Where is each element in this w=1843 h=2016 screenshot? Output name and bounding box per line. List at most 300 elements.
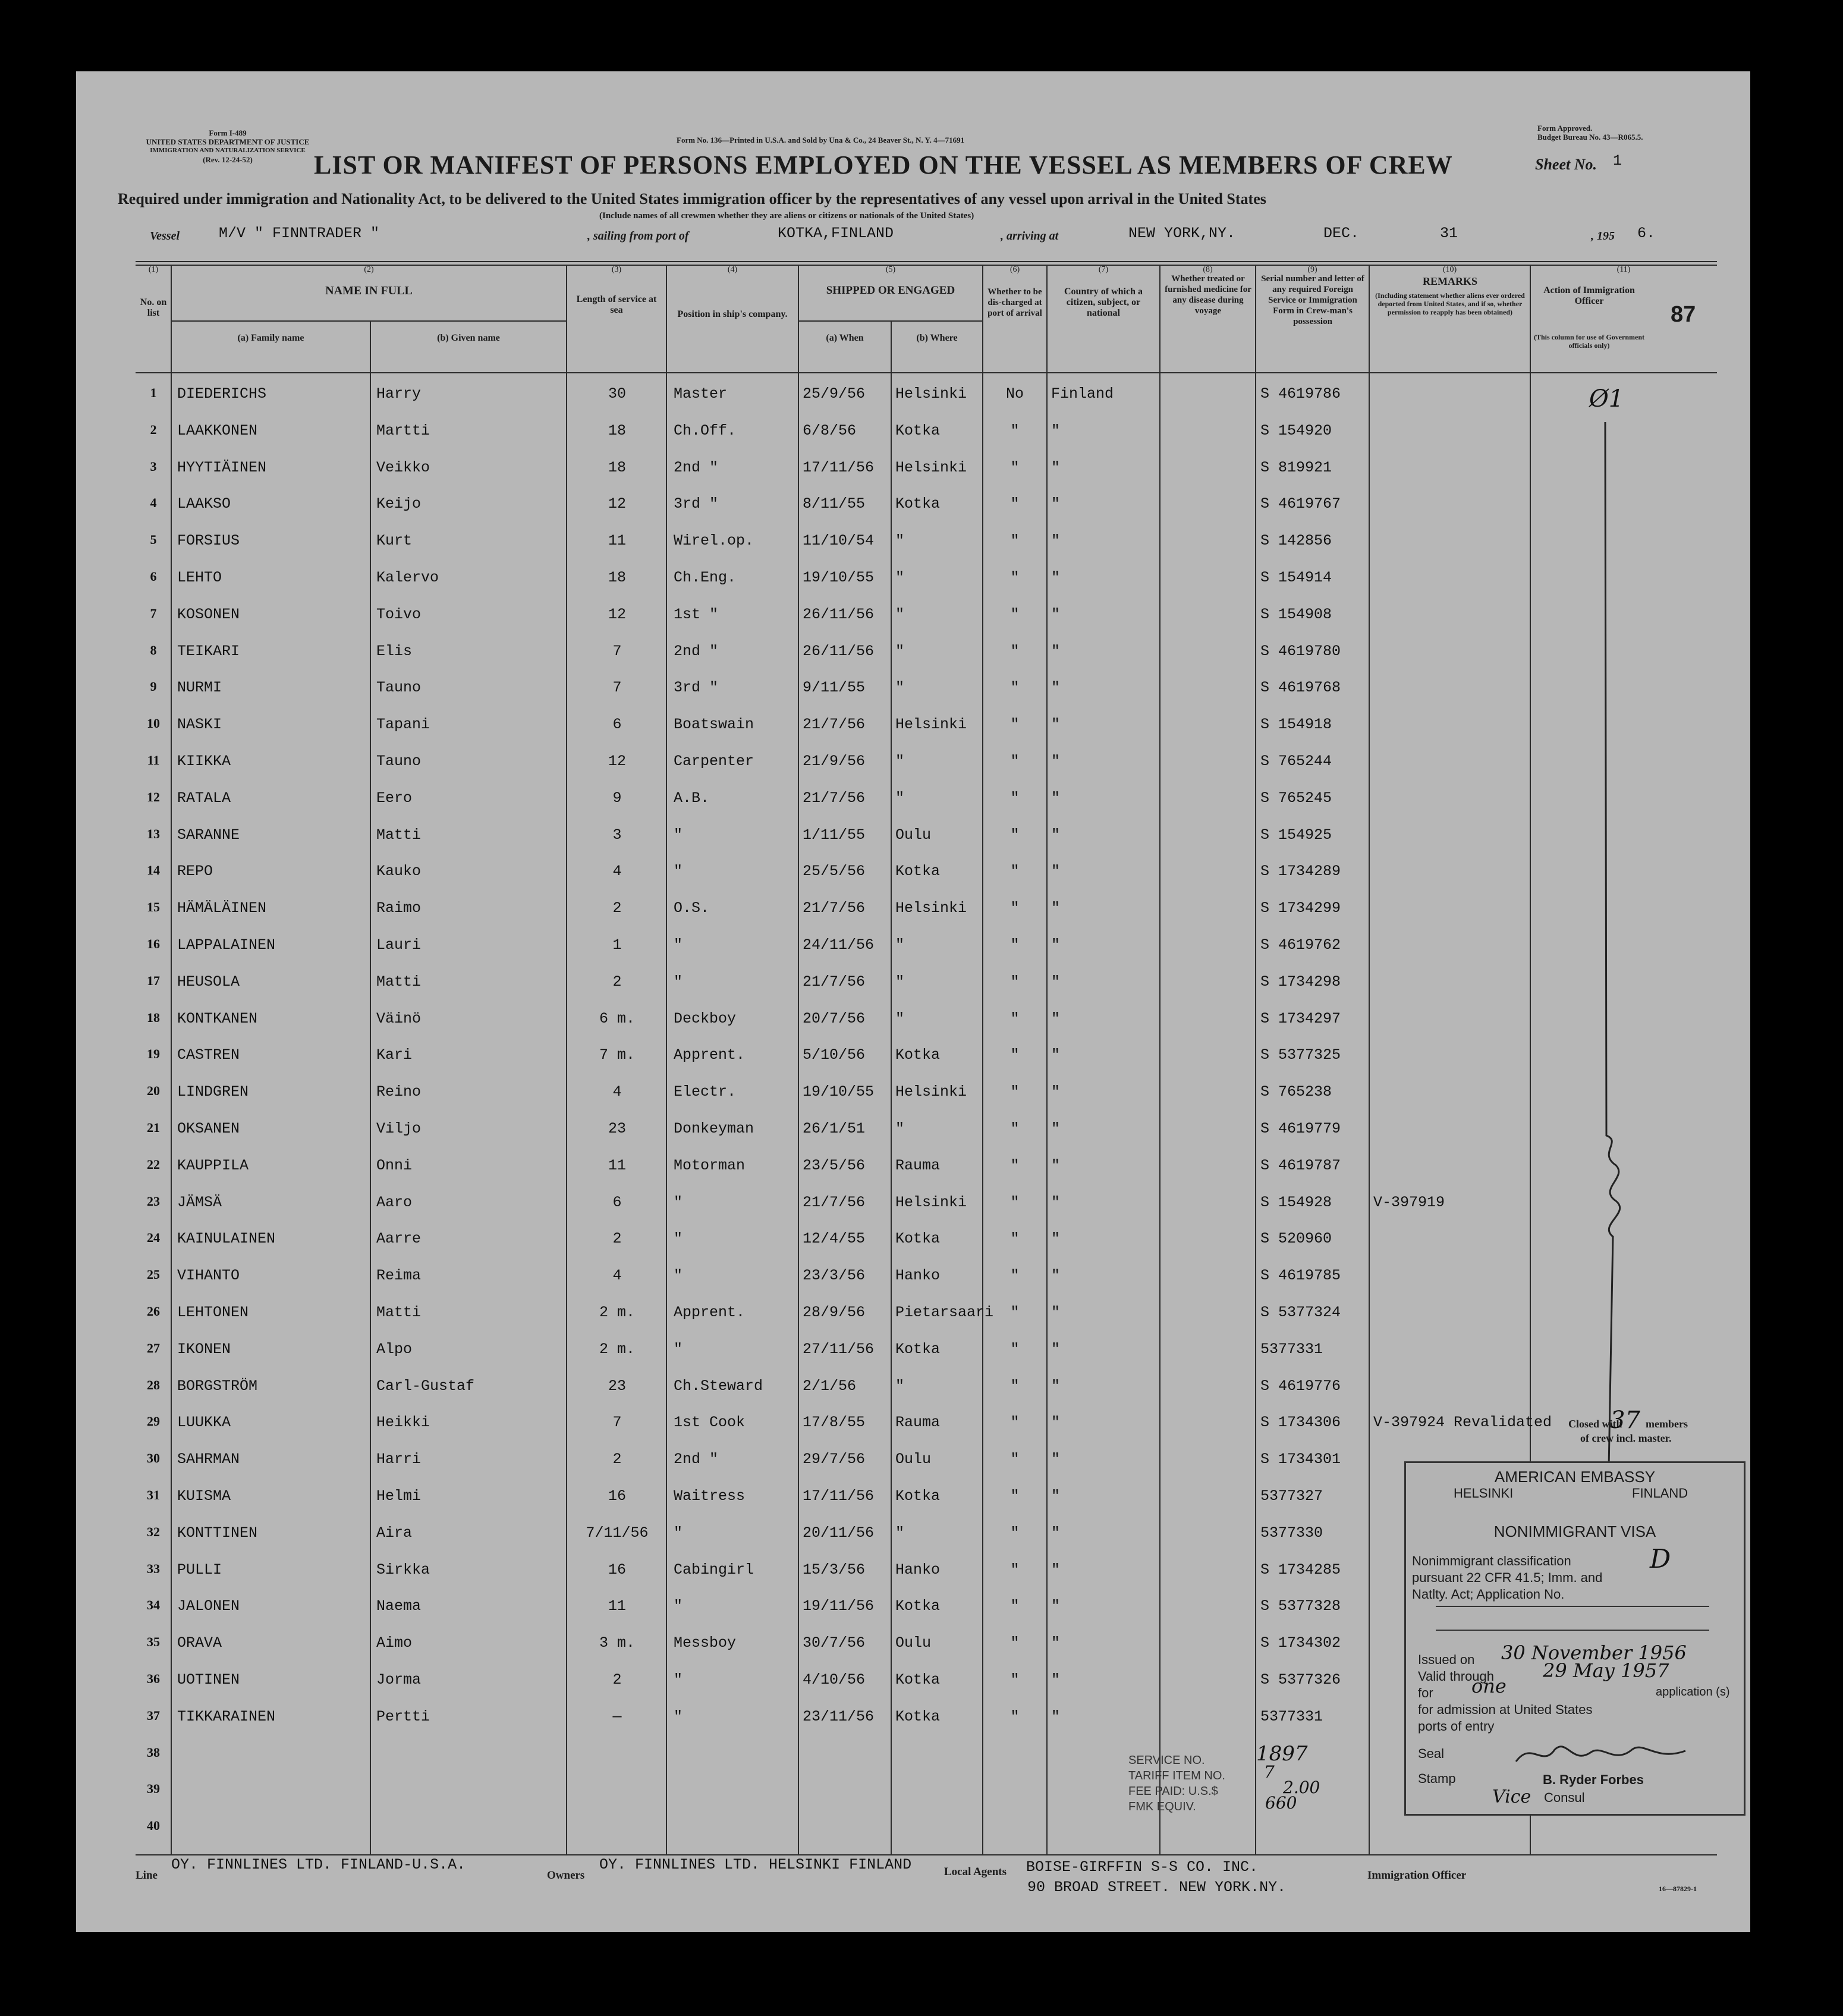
shipped-when: 29/7/56: [803, 1451, 866, 1468]
position: Apprent.: [674, 1304, 746, 1321]
family-name: JALONEN: [177, 1597, 240, 1615]
colnum-7: (7): [1098, 265, 1109, 274]
stamp-classification: Nonimmigrant classification: [1412, 1553, 1571, 1568]
shipped-when: 19/10/55: [803, 1083, 875, 1101]
given-name: Matti: [376, 1304, 422, 1321]
shipped-when: 17/11/56: [803, 1487, 875, 1505]
country: ": [1051, 1083, 1061, 1101]
length-of-service: 3: [612, 826, 622, 844]
serial-number: S 765245: [1260, 789, 1332, 807]
family-name: LAPPALAINEN: [177, 936, 276, 954]
row-number: 23: [147, 1193, 160, 1209]
position: ": [674, 936, 683, 954]
include-note: (Include names of all crewmen whether they are aliens or citizens or nationals of the United States): [599, 211, 974, 221]
position: ": [674, 1707, 683, 1725]
table-row: [76, 1218, 1750, 1255]
serial-number: S 1734306: [1260, 1414, 1341, 1432]
to-be-discharged: ": [1010, 900, 1020, 917]
colnum-10: (10): [1442, 265, 1457, 274]
of-crew-label: of crew incl. master.: [1580, 1432, 1672, 1444]
table-row: [76, 667, 1750, 704]
to-be-discharged: ": [1010, 1009, 1020, 1027]
family-name: LEHTONEN: [177, 1304, 249, 1321]
shipped-when: 17/8/55: [803, 1414, 866, 1432]
given-name: Keijo: [376, 495, 422, 513]
given-name: Tauno: [376, 753, 422, 770]
family-name: HEUSOLA: [177, 973, 240, 990]
to-be-discharged: ": [1010, 716, 1020, 734]
subtitle: Required under immigration and Nationality Act, to be delivered to the United States immigration officer by the representatives of any vessel upon arrival in the United States: [118, 190, 1266, 207]
length-of-service: 4: [612, 863, 622, 880]
country: ": [1051, 1524, 1061, 1542]
to-be-discharged: ": [1010, 1304, 1020, 1321]
to-be-discharged: ": [1010, 1230, 1020, 1248]
shipped-where: Oulu: [895, 1634, 932, 1652]
header-remarks: REMARKS: [1422, 275, 1477, 287]
given-name: Naema: [376, 1597, 422, 1615]
row-number: 20: [147, 1083, 160, 1099]
shipped-where: ": [895, 642, 905, 660]
row-number: 39: [147, 1781, 160, 1797]
row-number: 16: [147, 936, 160, 951]
shipped-when: 20/11/56: [803, 1524, 875, 1542]
to-be-discharged: ": [1010, 973, 1020, 990]
shipped-where: Pietarsaari: [895, 1304, 994, 1321]
serial-number: S 1734298: [1260, 973, 1341, 990]
stamp-for-value: one: [1471, 1675, 1507, 1697]
given-name: Raimo: [376, 900, 422, 917]
serial-number: S 4619785: [1260, 1267, 1341, 1285]
header-position: Position in ship's company.: [677, 309, 788, 319]
header-name-in-full: NAME IN FULL: [325, 284, 413, 297]
serial-number: S 1734302: [1260, 1634, 1341, 1652]
to-be-discharged: ": [1010, 1120, 1020, 1137]
header-length: Length of service at sea: [576, 294, 657, 315]
given-name: Kauko: [376, 863, 422, 880]
shipped-where: ": [895, 753, 905, 770]
family-name: PULLI: [177, 1561, 222, 1578]
arriving-label: , arriving at: [1001, 229, 1059, 243]
stamp-consul-name: B. Ryder Forbes: [1543, 1772, 1644, 1787]
to-be-discharged: ": [1010, 642, 1020, 660]
country: ": [1051, 716, 1061, 734]
shipped-where: Rauma: [895, 1156, 941, 1174]
consul-signature: [1513, 1738, 1691, 1773]
row-number: 33: [147, 1561, 160, 1576]
length-of-service: 9: [612, 789, 622, 807]
given-name: Tauno: [376, 679, 422, 697]
given-name: Väinö: [376, 1009, 422, 1027]
shipped-where: Kotka: [895, 422, 941, 439]
row-number: 17: [147, 973, 160, 988]
shipped-where: Kotka: [895, 1487, 941, 1505]
shipped-where: ": [895, 789, 905, 807]
header-remarks-note: (Including statement whether aliens ever ordered deported from United States, and if so, whether permission to reapply has been obtained): [1375, 291, 1525, 316]
serial-number: S 520960: [1260, 1230, 1332, 1248]
family-name: TEIKARI: [177, 642, 240, 660]
country: ": [1051, 1597, 1061, 1615]
length-of-service: 7: [612, 642, 622, 660]
country: ": [1051, 1634, 1061, 1652]
length-of-service: 12: [608, 605, 626, 623]
serial-number: S 154918: [1260, 716, 1332, 734]
to-be-discharged: ": [1010, 1524, 1020, 1542]
position: 1st ": [674, 605, 719, 623]
shipped-when: 8/11/55: [803, 495, 866, 513]
position: 2nd ": [674, 1451, 719, 1468]
shipped-when: 27/11/56: [803, 1340, 875, 1358]
row-number: 1: [150, 385, 157, 400]
to-be-discharged: ": [1010, 1671, 1020, 1688]
shipped-where: Helsinki: [895, 458, 967, 476]
row-number: 2: [150, 422, 157, 437]
country: ": [1051, 1156, 1061, 1174]
to-be-discharged: ": [1010, 826, 1020, 844]
serial-number: S 154920: [1260, 422, 1332, 439]
shipped-when: 17/11/56: [803, 458, 875, 476]
agents-address: 90 BROAD STREET. NEW YORK.NY.: [1027, 1879, 1287, 1896]
stamp-for-label: for: [1418, 1685, 1433, 1700]
row-number: 18: [147, 1009, 160, 1025]
stamp-vice: Vice: [1492, 1787, 1531, 1807]
position: ": [674, 1524, 683, 1542]
fee-stamp: [1128, 1753, 1225, 1814]
length-of-service: 12: [608, 753, 626, 770]
family-name: NURMI: [177, 679, 222, 697]
row-number: 25: [147, 1267, 160, 1282]
footer-code: 16—87829-1: [1659, 1885, 1697, 1893]
shipped-when: 15/3/56: [803, 1561, 866, 1578]
row-number: 37: [147, 1707, 160, 1723]
given-name: Sirkka: [376, 1561, 430, 1578]
family-name: FORSIUS: [177, 532, 240, 550]
serial-number: 5377331: [1260, 1707, 1323, 1725]
year-suffix: 6.: [1637, 225, 1656, 242]
colnum-3: (3): [611, 265, 622, 274]
colnum-9: (9): [1307, 265, 1317, 274]
row-number: 5: [150, 532, 157, 548]
length-of-service: 7: [612, 1414, 622, 1432]
serial-number: S 4619786: [1260, 385, 1341, 402]
row-number: 21: [147, 1120, 160, 1135]
country: ": [1051, 1046, 1061, 1064]
given-name: Eero: [376, 789, 413, 807]
shipped-where: Kotka: [895, 1707, 941, 1725]
length-of-service: 16: [608, 1561, 626, 1578]
shipped-when: 1/11/55: [803, 826, 866, 844]
serial-number: S 5377326: [1260, 1671, 1341, 1688]
action-bracket-line: [1598, 422, 1646, 1522]
country: ": [1051, 973, 1061, 990]
form-id: Form I-489: [209, 128, 247, 137]
family-name: OKSANEN: [177, 1120, 240, 1137]
shipped-when: 11/10/54: [803, 532, 875, 550]
country: ": [1051, 458, 1061, 476]
family-name: TIKKARAINEN: [177, 1707, 276, 1725]
family-name: LINDGREN: [177, 1083, 249, 1101]
shipped-when: 23/3/56: [803, 1267, 866, 1285]
length-of-service: 18: [608, 458, 626, 476]
country: ": [1051, 422, 1061, 439]
serial-number: S 4619787: [1260, 1156, 1341, 1174]
stamp-embassy: AMERICAN EMBASSY: [1494, 1468, 1656, 1486]
country: ": [1051, 1304, 1061, 1321]
country: ": [1051, 642, 1061, 660]
to-be-discharged: ": [1010, 422, 1020, 439]
length-of-service: 7: [612, 679, 622, 697]
table-row: [76, 741, 1750, 778]
row-number: 34: [147, 1597, 160, 1613]
position: ": [674, 1267, 683, 1285]
table-row: [76, 1108, 1750, 1145]
serial-number: S 1734299: [1260, 900, 1341, 917]
serial-number: 5377330: [1260, 1524, 1323, 1542]
stamp-valid-label: Valid through: [1418, 1669, 1495, 1684]
row-number: 15: [147, 900, 160, 915]
family-name: HÄMÄLÄINEN: [177, 900, 267, 917]
shipped-when: 19/11/56: [803, 1597, 875, 1615]
row-number: 30: [147, 1451, 160, 1466]
position: Waitress: [674, 1487, 746, 1505]
given-name: Martti: [376, 422, 430, 439]
length-of-service: 2: [612, 973, 622, 990]
shipped-where: Kotka: [895, 495, 941, 513]
to-be-discharged: ": [1010, 863, 1020, 880]
shipped-when: 21/7/56: [803, 973, 866, 990]
shipped-where: Helsinki: [895, 385, 967, 402]
position: ": [674, 1597, 683, 1615]
family-name: LAAKKONEN: [177, 422, 258, 439]
table-row: [76, 1329, 1750, 1366]
position: ": [674, 1230, 683, 1248]
visa-stamp: [1404, 1461, 1745, 1816]
family-name: BORGSTRÖM: [177, 1377, 258, 1395]
country: ": [1051, 1414, 1061, 1432]
header-when: (a) When: [826, 333, 864, 343]
country: ": [1051, 900, 1061, 917]
given-name: Heikki: [376, 1414, 430, 1432]
table-row: [76, 373, 1750, 410]
country: ": [1051, 1561, 1061, 1578]
header-treated: Whether treated or furnished medicine for any disease during voyage: [1165, 274, 1251, 316]
remarks: V-397919: [1373, 1193, 1445, 1211]
table-row: [76, 1034, 1750, 1071]
page-title: LIST OR MANIFEST OF PERSONS EMPLOYED ON THE VESSEL AS MEMBERS OF CREW: [314, 150, 1453, 180]
row-number: 3: [150, 458, 157, 474]
position: Master: [674, 385, 728, 402]
length-of-service: 30: [608, 385, 626, 402]
row-number: 14: [147, 863, 160, 878]
to-be-discharged: ": [1010, 1083, 1020, 1101]
shipped-when: 28/9/56: [803, 1304, 866, 1321]
shipped-where: Oulu: [895, 1451, 932, 1468]
given-name: Matti: [376, 826, 422, 844]
tariff-label: TARIFF ITEM NO.: [1128, 1769, 1225, 1782]
stamp-class-letter: D: [1650, 1544, 1671, 1574]
table-row: [76, 520, 1750, 557]
shipped-when: 21/7/56: [803, 789, 866, 807]
shipped-when: 24/11/56: [803, 936, 875, 954]
arriving-port: NEW YORK,NY.: [1128, 225, 1236, 242]
row-number: 32: [147, 1524, 160, 1539]
length-of-service: 3 m.: [599, 1634, 635, 1652]
shipped-when: 30/7/56: [803, 1634, 866, 1652]
table-row: [76, 410, 1750, 447]
family-name: KAINULAINEN: [177, 1230, 276, 1248]
shipped-where: Kotka: [895, 1230, 941, 1248]
serial-number: S 4619780: [1260, 642, 1341, 660]
fmk-equiv: 660: [1265, 1793, 1297, 1813]
table-row: [76, 814, 1750, 851]
year-prefix: , 195: [1591, 229, 1615, 243]
to-be-discharged: ": [1010, 1634, 1020, 1652]
given-name: Reima: [376, 1267, 422, 1285]
sheet-label: Sheet No.: [1535, 156, 1597, 173]
colnum-11: (11): [1616, 265, 1631, 274]
shipped-when: 12/4/55: [803, 1230, 866, 1248]
row-number: 9: [150, 679, 157, 694]
shipped-where: Kotka: [895, 1671, 941, 1688]
sheet-number: 1: [1613, 152, 1622, 169]
members-label: members: [1646, 1418, 1688, 1430]
stamp-city: HELSINKI: [1454, 1486, 1514, 1501]
country: Finland: [1051, 385, 1114, 402]
serial-number: S 1734297: [1260, 1009, 1341, 1027]
given-name: Lauri: [376, 936, 422, 954]
header-action-note: (This column for use of Government officials only): [1533, 333, 1645, 350]
printer-line: Form No. 136—Printed in U.S.A. and Sold by Una & Co., 24 Beaver St., N. Y. 4—71691: [677, 136, 965, 144]
agents-value: BOISE-GIRFFIN S-S CO. INC.: [1026, 1858, 1259, 1876]
row-number: 27: [147, 1340, 160, 1355]
family-name: SAHRMAN: [177, 1451, 240, 1468]
position: Motorman: [674, 1156, 746, 1174]
family-name: JÄMSÄ: [177, 1193, 222, 1211]
shipped-where: Rauma: [895, 1414, 941, 1432]
shipped-where: ": [895, 1377, 905, 1395]
shipped-when: 21/7/56: [803, 900, 866, 917]
to-be-discharged: ": [1010, 679, 1020, 697]
position: ": [674, 1193, 683, 1211]
given-name: Veikko: [376, 458, 430, 476]
revision: (Rev. 12-24-52): [203, 155, 253, 164]
given-name: Kurt: [376, 532, 413, 550]
shipped-where: ": [895, 973, 905, 990]
position: Ch.Off.: [674, 422, 737, 439]
stamp-stamp-label: Stamp: [1418, 1771, 1456, 1786]
colnum-1: (1): [148, 265, 159, 274]
given-name: Aira: [376, 1524, 413, 1542]
row-number: 28: [147, 1377, 160, 1392]
serial-number: S 4619776: [1260, 1377, 1341, 1395]
row-number: 13: [147, 826, 160, 841]
service: IMMIGRATION AND NATURALIZATION SERVICE: [150, 147, 306, 154]
row-number: 8: [150, 642, 157, 658]
shipped-where: ": [895, 532, 905, 550]
row-number: 7: [150, 605, 157, 621]
header-family-name: (a) Family name: [237, 333, 304, 343]
position: ": [674, 1340, 683, 1358]
row-number: 10: [147, 716, 160, 731]
colnum-8: (8): [1203, 265, 1213, 274]
serial-number: S 4619762: [1260, 936, 1341, 954]
table-row: [76, 704, 1750, 741]
given-name: Kari: [376, 1046, 413, 1064]
shipped-when: 23/5/56: [803, 1156, 866, 1174]
to-be-discharged: ": [1010, 1561, 1020, 1578]
serial-number: S 154914: [1260, 569, 1332, 586]
row-number: 6: [150, 569, 157, 584]
family-name: VIHANTO: [177, 1267, 240, 1285]
length-of-service: 7/11/56: [586, 1524, 649, 1542]
position: Ch.Steward: [674, 1377, 763, 1395]
to-be-discharged: ": [1010, 605, 1020, 623]
family-name: KONTTINEN: [177, 1524, 258, 1542]
table-row: [76, 594, 1750, 631]
serial-number: S 154908: [1260, 605, 1332, 623]
table-row: [76, 1366, 1750, 1402]
length-of-service: 2: [612, 1230, 622, 1248]
to-be-discharged: ": [1010, 1267, 1020, 1285]
header-where: (b) Where: [916, 333, 958, 343]
position: 3rd ": [674, 495, 719, 513]
length-of-service: 18: [608, 422, 626, 439]
serial-number: S 819921: [1260, 458, 1332, 476]
position: Electr.: [674, 1083, 737, 1101]
position: Apprent.: [674, 1046, 746, 1064]
shipped-where: ": [895, 1524, 905, 1542]
closed-with-label: Closed with: [1568, 1418, 1622, 1430]
table-row: [76, 1402, 1750, 1439]
position: Cabingirl: [674, 1561, 754, 1578]
shipped-where: ": [895, 605, 905, 623]
country: ": [1051, 753, 1061, 770]
to-be-discharged: ": [1010, 569, 1020, 586]
service-no: 1897: [1256, 1742, 1308, 1766]
position: ": [674, 826, 683, 844]
to-be-discharged: ": [1010, 1377, 1020, 1395]
table-row: [76, 888, 1750, 924]
position: ": [674, 1671, 683, 1688]
family-name: LEHTO: [177, 569, 222, 586]
given-name: Aarre: [376, 1230, 422, 1248]
country: ": [1051, 1377, 1061, 1395]
shipped-when: 2/1/56: [803, 1377, 857, 1395]
length-of-service: 6 m.: [599, 1009, 635, 1027]
line-label: Line: [136, 1869, 158, 1882]
family-name: SARANNE: [177, 826, 240, 844]
position: Deckboy: [674, 1009, 737, 1027]
country: ": [1051, 1230, 1061, 1248]
to-be-discharged: ": [1010, 495, 1020, 513]
table-row: [76, 924, 1750, 961]
length-of-service: 4: [612, 1267, 622, 1285]
table-row: [76, 1182, 1750, 1219]
table-row: [76, 1292, 1750, 1329]
given-name: Harri: [376, 1451, 422, 1468]
shipped-where: Kotka: [895, 1046, 941, 1064]
stamp-country: FINLAND: [1632, 1486, 1688, 1501]
position: Ch.Eng.: [674, 569, 737, 586]
form-approved: Form Approved.: [1537, 124, 1593, 133]
table-row: [76, 557, 1750, 594]
header-no-on-list: No. on list: [140, 297, 167, 318]
family-name: DIEDERICHS: [177, 385, 267, 402]
country: ": [1051, 1487, 1061, 1505]
shipped-where: Helsinki: [895, 716, 967, 734]
to-be-discharged: ": [1010, 1046, 1020, 1064]
shipped-when: 20/7/56: [803, 1009, 866, 1027]
row-number: 22: [147, 1156, 160, 1172]
